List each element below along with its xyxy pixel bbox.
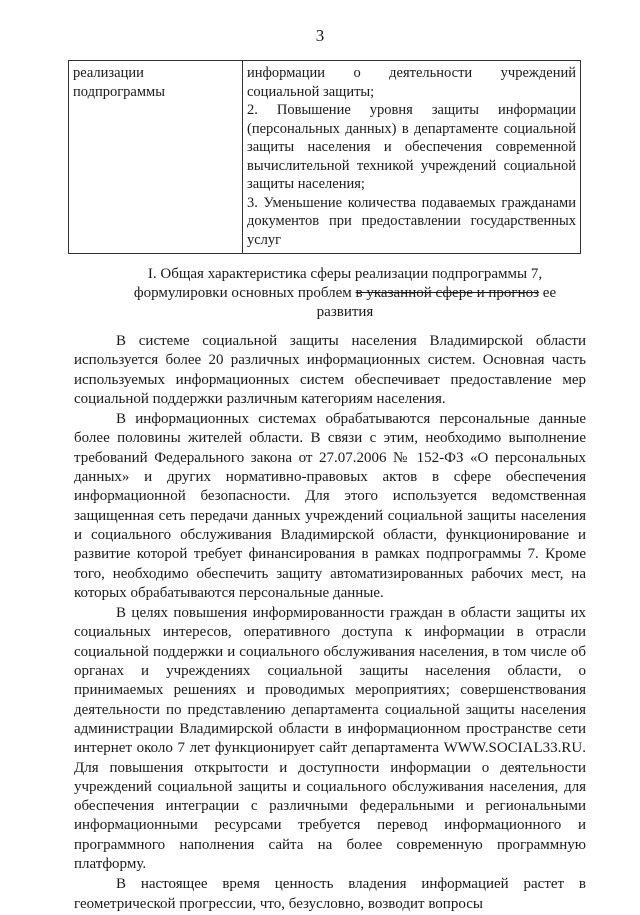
heading-text-end: ее развития (316, 285, 557, 320)
paragraph: В системе социальной защиты населения Владимирской области используется более 20 различных информационных систем. Основная часть используемых информационных систем обеспечивает предоставление мер социальной поддержки различным категориям населения. (74, 333, 586, 407)
paragraph: В настоящее время ценность владения информацией растет в геометрической прогрессии, что, безусловно, возводит вопросы (74, 876, 586, 912)
paragraph: В информационных системах обрабатываются персональные данные более половины жителей области. В связи с этим, необходимо выполнение требований Федерального закона от 27.07.2006 № 152-ФЗ «О персональных данных» и других нормативно-правовых актов в сфере обеспечения информационной безопасности. Для этого используется ведомственная защищенная сеть передачи данных учреждений социальной защиты населения и социального обслуживания Владимирской области, функционирование и развитие которой требует финансирования в рамках подпрограммы 7. Кроме того, необходимо обеспечить защиту автоматизированных рабочих мест, на которых обрабатываются персональные данные. (74, 411, 586, 601)
paragraph: В целях повышения информированности граждан в области защиты их социальных интересов, оперативного доступа к информации в отрасли социальной поддержки и социального обслуживания населения, в том числе об органах и учреждениях социальной защиты населения области, о принимаемых решениях и проводимых мероприятиях; совершенствования деятельности по представлению департамента социальной защиты населения администрации Владимирской области в информационном пространстве сети интернет около 7 лет функционирует сайт департамента WWW.SOCIAL33.RU. Для повышения открытости и доступности информации о деятельности учреждений социальной защиты и социального обслуживания населения, для обеспечения интеграции с различными федеральными и региональными информационными ресурсами требуется перевод информационного и программного наполнения сайта на более современную программную платформу. (74, 605, 586, 873)
program-table (68, 60, 581, 254)
page-number: 3 (315, 26, 325, 45)
table-row (69, 61, 581, 254)
table-item: 2. Повышение уровня защиты информации (персональных данных) в департаменте социальной защиты населения и обеспечения современной вычислительной техникой учреждений социальной защиты населения; (247, 102, 576, 192)
section-heading (120, 265, 570, 322)
table-label-cell: реализации подпрограммы (69, 61, 243, 254)
heading-struck-text: в указанной сфере и прогноз (355, 285, 540, 301)
table-item: информации о деятельности учреждений социальной защиты; (247, 65, 576, 100)
table-item: 3. Уменьшение количества подаваемых гражданами документов при предоставлении государственных услуг (247, 194, 576, 248)
table-items-cell (243, 61, 581, 254)
heading-text: I. Общая характеристика сферы реализации подпрограммы 7, формулировки основных проблем (133, 266, 543, 301)
body-text (74, 332, 586, 915)
